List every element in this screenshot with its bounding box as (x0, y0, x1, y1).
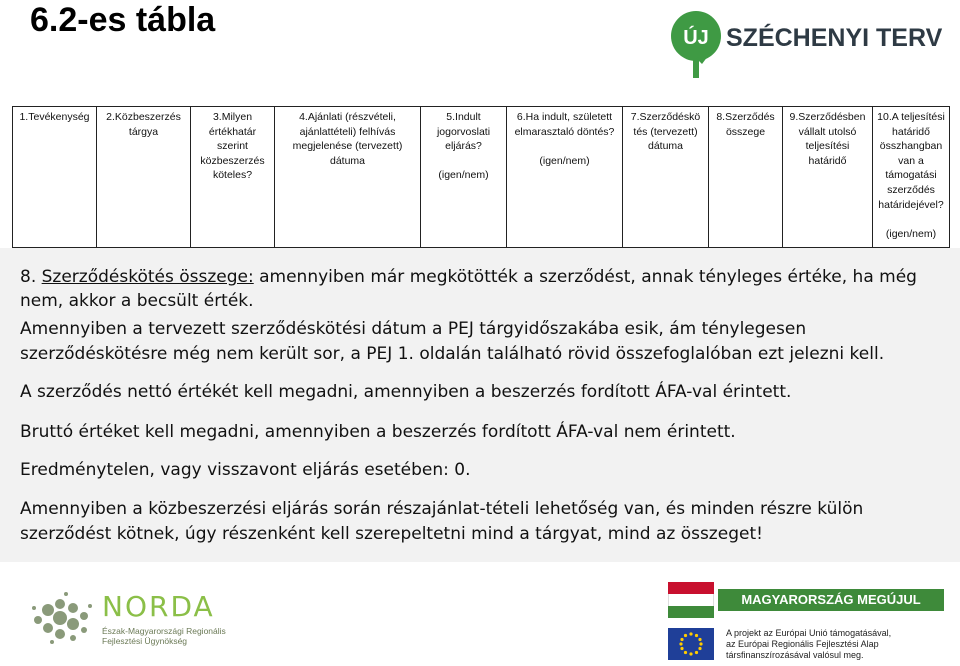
table-header-row (12, 106, 950, 248)
uj-badge-icon (668, 6, 728, 82)
table-col-10: 10.A teljesítési határidő összhangban van a támogatási szerződés határidejével? (igen/nem) (877, 111, 945, 240)
table-col-7: 7.Szerződéskö tés (tervezett) dátuma (623, 107, 709, 247)
rule-unsuccessful: Eredménytelen, vagy visszavont eljárás esetében: 0. (20, 460, 471, 480)
table-col-2: 2.Közbeszerzés tárgya (97, 107, 191, 247)
magyarorszag-megujul-logo (668, 582, 954, 618)
definition-text: amennyiben már megkötötték a szerződést, annak tényleges értéke, ha még (253, 267, 917, 287)
term-label: Szerződéskötés összege: (41, 267, 254, 287)
eu-funding-notice (668, 624, 954, 664)
norda-subtitle: Észak-Magyarországi Regionális Fejlesztési Ügynökség (102, 626, 226, 646)
paragraph-1-line-1 (20, 265, 917, 289)
rule-parts-line-1: Amennyiben a közbeszerzési eljárás során részajánlat-tételi lehetőség van, és minden részre külön (20, 499, 864, 519)
hungarian-flag-icon (668, 582, 714, 618)
rule-gross-value: Bruttó értéket kell megadni, amennyiben a beszerzés fordított ÁFA-val nem érintett. (20, 422, 736, 442)
content-panel (0, 248, 960, 562)
logo-text: SZÉCHENYI TERV (726, 24, 943, 52)
paragraph-1-line-2: nem, akkor a becsült érték. (20, 291, 254, 311)
szechenyi-terv-logo (668, 6, 943, 82)
item-number: 8. (20, 267, 42, 287)
mm-banner: MAGYARORSZÁG MEGÚJUL (718, 589, 944, 611)
table-col-8: 8.Szerződés összege (709, 107, 783, 247)
table-col-5: 5.Indult jogorvoslati eljárás? (igen/nem) (421, 107, 507, 247)
rule-parts-line-2: szerződést kötnek, úgy részenként kell szerepeltetni mind a tárgyat, mind az összeget! (20, 524, 763, 544)
table-col-6: 6.Ha indult, született elmarasztaló döntés? (igen/nem) (507, 107, 623, 247)
paragraph-2-line-1: Amennyiben a tervezett szerződéskötési dátum a PEJ tárgyidőszakába esik, ám ténylegesen (20, 319, 807, 339)
table-col-4: 4.Ajánlati (részvételi, ajánlattételi) felhívás megjelenése (tervezett) dátuma (275, 107, 421, 247)
norda-wordmark: NORDA (102, 590, 215, 623)
page-title: 6.2-es tábla (30, 1, 216, 39)
uj-label: ÚJ (683, 27, 709, 49)
eu-flag-icon (668, 628, 714, 660)
norda-logo (26, 586, 266, 656)
table-col-1: 1.Tevékenység (13, 107, 97, 247)
paragraph-2-line-2: szerződéskötésre még nem került sor, a PEJ 1. oldalán található rövid összefoglalóban ezt jelezni kell. (20, 344, 885, 364)
eu-text: A projekt az Európai Unió támogatásával, az Európai Regionális Fejlesztési Alap társfinanszírozásával valósul meg. (726, 628, 892, 660)
table-col-3: 3.Milyen értékhatár szerint közbeszerzés köteles? (191, 107, 275, 247)
table-col-9: 9.Szerződésben vállalt utolsó teljesítési határidő (783, 107, 873, 247)
dots-globe-icon (26, 586, 96, 650)
rule-net-value: A szerződés nettó értékét kell megadni, amennyiben a beszerzés fordított ÁFA-val érintett. (20, 382, 792, 402)
